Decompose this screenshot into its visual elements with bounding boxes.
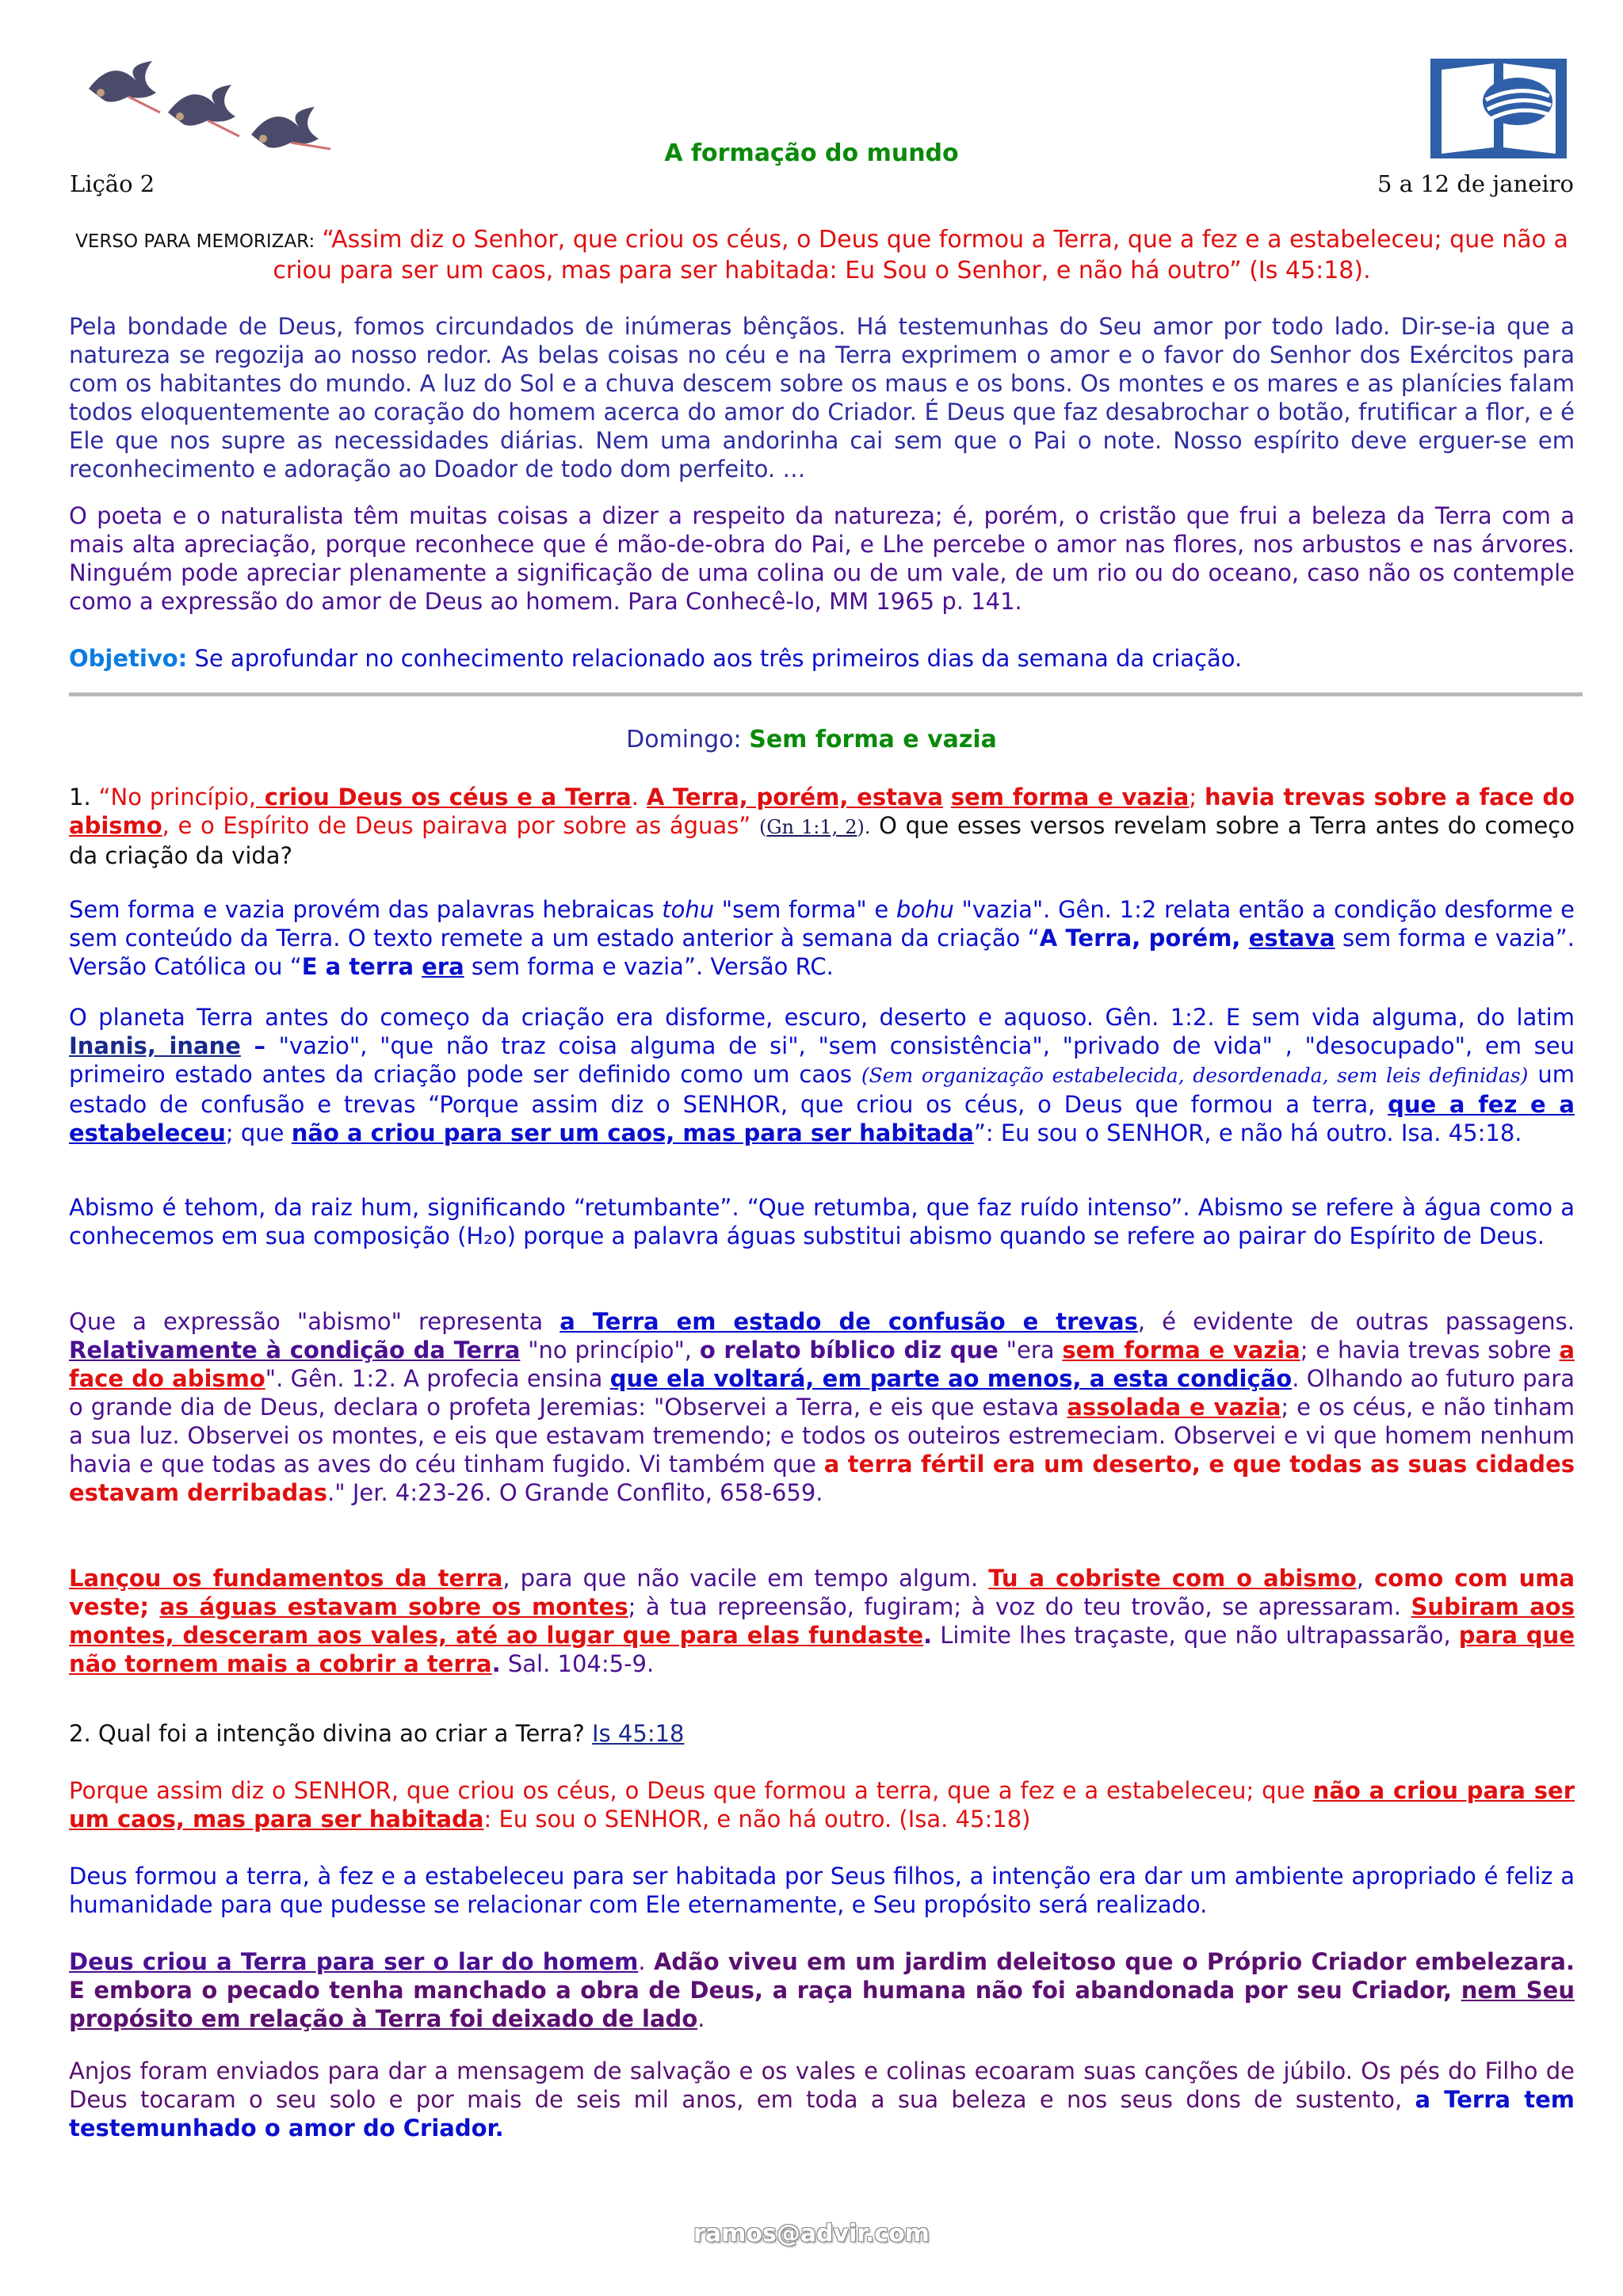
bird-icon — [168, 85, 239, 136]
section-day: Domingo: — [626, 726, 742, 753]
text-fragment: Limite lhes traçaste, que não ultrapassarão, — [932, 1622, 1459, 1649]
salmo-paragraph — [69, 1564, 1575, 1678]
text-fragment: ". Gên. 1:2. A profecia ensina — [265, 1365, 610, 1392]
anjos-paragraph — [69, 2057, 1575, 2142]
text-fragment: E a terra — [301, 953, 422, 980]
text-fragment: : Eu sou o SENHOR, e não há outro. (Isa. 45:18) — [483, 1806, 1031, 1833]
text-fragment: Que a expressão "abismo" representa — [69, 1308, 560, 1335]
text-fragment: . — [697, 2005, 705, 2032]
document-title: A formação do mundo — [664, 139, 959, 167]
text-fragment: Deus criou a Terra para ser o lar do homem — [69, 1948, 639, 1975]
text-fragment: que ela voltará, em parte ao menos, a esta condição — [609, 1365, 1293, 1392]
text-fragment: bohu — [896, 896, 954, 923]
planeta-paragraph — [69, 1003, 1575, 1147]
objective-text: Se aprofundar no conhecimento relacionado aos três primeiros dias da semana da criação. — [194, 645, 1243, 672]
verse-fragment: ; — [1189, 784, 1205, 810]
reference-paren: ( — [758, 816, 767, 838]
text-fragment: ; e havia trevas sobre — [1300, 1337, 1560, 1363]
text-fragment: Subiram aos montes, desceram aos vales, até ao lugar que para elas fundaste — [69, 1593, 1575, 1649]
text-fragment: como com uma veste; — [69, 1565, 1575, 1620]
text-fragment: o relato bíblico diz que — [699, 1337, 999, 1363]
text-fragment: A Terra, porém, — [1039, 925, 1249, 952]
text-fragment: a terra fértil era um deserto, e que todas as suas cidades estavam derribadas — [69, 1451, 1575, 1506]
formou-paragraph: Deus formou a terra, à fez e a estabeleceu para ser habitada por Seus filhos, a intenção era dar um ambiente apropriado é feliz a humanidade para que pudesse se relacionar com Ele eternamente, e Seu propósito será realizado. — [69, 1863, 1575, 1918]
text-fragment: , — [1356, 1565, 1375, 1592]
text-fragment: . Olhando ao futuro para o grande dia de Deus, declara o profeta Jeremias: "Observei a Terra, e eis que estava — [69, 1365, 1575, 1421]
verse-fragment: criou Deus os céus e a Terra — [256, 784, 632, 810]
section-heading — [0, 726, 1623, 754]
text-fragment: . — [491, 1650, 501, 1677]
text-fragment: "era — [998, 1337, 1063, 1363]
text-fragment: que a fez e a estabeleceu — [69, 1091, 1575, 1146]
reference-paren: ). — [857, 816, 871, 838]
text-fragment: Tu a cobriste com o abismo — [988, 1565, 1357, 1592]
text-fragment: as águas estavam sobre os montes — [159, 1593, 628, 1620]
text-fragment: não a criou para ser um caos, mas para ser habitada — [291, 1119, 974, 1146]
text-fragment: sem forma e vazia”. Versão Católica ou “ — [69, 925, 1575, 980]
text-fragment: (Sem organização estabelecida, desordenada, sem leis definidas) — [861, 1064, 1529, 1087]
verse-fragment — [943, 784, 951, 810]
text-fragment: ." Jer. 4:23-26. O Grande Conflito, 658-659. — [327, 1479, 823, 1506]
text-fragment: ; à tua repreensão, fugiram; à voz do teu trovão, se apressaram. — [628, 1593, 1411, 1620]
text-fragment: estava — [1248, 925, 1335, 952]
verse-fragment: , e o Espírito de Deus pairava por sobre as águas” — [162, 812, 759, 839]
text-fragment: Sal. 104:5-9. — [500, 1650, 655, 1677]
question-1 — [69, 783, 1575, 870]
expressao-paragraph — [69, 1307, 1575, 1507]
date-range: 5 a 12 de janeiro — [1377, 170, 1574, 197]
question-2 — [69, 1719, 1575, 1748]
isaiah-paragraph — [69, 1776, 1575, 1833]
text-fragment: para que não tornem mais a cobrir a terra — [69, 1622, 1575, 1677]
scripture-reference-link[interactable]: Gn 1:1, 2 — [766, 816, 857, 838]
question-number: 1. — [69, 784, 91, 810]
text-fragment: "vazio", "que não traz coisa alguma de si", "sem consistência", "privado de vida" , "desocupado", em seu primeiro estado antes da criação pode ser definido como um caos — [69, 1032, 1575, 1088]
text-fragment: ; que — [225, 1119, 292, 1146]
text-fragment: O planeta Terra antes do começo da criação era disforme, escuro, deserto e aquoso. Gên. 1:2. E sem vida alguma, do latim — [69, 1004, 1575, 1031]
verse-fragment: havia trevas sobre a face do — [1204, 784, 1575, 810]
text-fragment: um estado de confusão e trevas “Porque assim diz o SENHOR, que criou os céus, o Deus que formou a terra, — [69, 1061, 1575, 1118]
question-text: 2. Qual foi a intenção divina ao criar a Terra? — [69, 1720, 593, 1747]
verse-fragment: . — [631, 784, 647, 810]
section-divider — [69, 692, 1583, 696]
text-fragment: – — [240, 1032, 279, 1059]
text-fragment: Porque assim diz o SENHOR, que criou os céus, o Deus que formou a terra, que a fez e a estabeleceu; que — [69, 1777, 1313, 1804]
text-fragment: ; e os céus, e não tinham a sua luz. Observei os montes, e eis que estavam tremendo; e todos os outeiros estremeciam. Observei e vi que homem nenhum havia e que todas as aves do céu tinham fugido. Vi também que — [69, 1394, 1575, 1478]
objective-label: Objetivo: — [69, 645, 188, 672]
text-fragment: assolada e vazia — [1067, 1394, 1281, 1421]
text-fragment: "no princípio", — [520, 1337, 700, 1363]
verse-fragment: abismo — [69, 812, 162, 839]
memory-verse — [69, 225, 1575, 285]
text-fragment: Relativamente à condição da Terra — [69, 1337, 521, 1363]
text-fragment: . — [638, 1948, 654, 1975]
scripture-reference-link[interactable]: Is 45:18 — [592, 1720, 685, 1747]
text-fragment: Anjos foram enviados para dar a mensagem de salvação e os vales e colinas ecoaram suas canções de júbilo. Os pés do Filho de Deus tocaram o seu solo e por mais de seis mil anos, em toda a sua beleza e nos seus dons de sustento, — [69, 2058, 1575, 2113]
text-fragment: ”: Eu sou o SENHOR, e não há outro. Isa. 45:18. — [973, 1119, 1522, 1146]
text-fragment: Adão viveu em um jardim deleitoso que o Próprio Criador embelezara. E embora o pecado tenha manchado a obra de Deus, a raça humana não foi abandonada por seu Criador, — [69, 1948, 1575, 2004]
text-fragment: Lançou os fundamentos da terra — [69, 1565, 503, 1592]
text-fragment: tohu — [662, 896, 715, 923]
lesson-number: Lição 2 — [70, 170, 155, 197]
text-fragment: a face do abismo — [69, 1337, 1575, 1392]
text-fragment: a Terra tem testemunhado o amor do Criador. — [69, 2086, 1575, 2142]
text-fragment: não a criou para ser um caos, mas para ser habitada — [69, 1777, 1575, 1833]
text-fragment: . — [923, 1622, 933, 1649]
text-fragment: "sem forma" e — [714, 896, 896, 923]
abismo-paragraph: Abismo é tehom, da raiz hum, significando “retumbante”. “Que retumba, que faz ruído intenso”. Abismo se refere à água como a conhecemos em sua composição (H₂o) porque a palavra águas substitui abismo quando se refere ao pairar do Espírito de Deus. — [69, 1194, 1575, 1249]
question-text: O que esses versos revelam sobre a Terra antes do começo da criação da vida? — [69, 812, 1575, 869]
section-title: Sem forma e vazia — [749, 726, 997, 753]
verse-fragment: A Terra, porém, estava — [646, 784, 943, 810]
intro-paragraph-1: Pela bondade de Deus, fomos circundados de inúmeras bênçãos. Há testemunhas do Seu amor por todo lado. Dir-se-ia que a natureza se regozija ao nosso redor. As belas coisas no céu e na Terra exprimem o amor e o favor do Senhor dos Exércitos para com os habitantes do mundo. A luz do Sol e a chuva descem sobre os maus e os bons. Os montes e os mares e as planícies falam todos eloquentemente ao coração do homem acerca do amor do Criador. É Deus que faz desabrochar o botão, frutificar a flor, e é Ele que nos supre as necessidades diárias. Nem uma andorinha cai sem que o Pai o note. Nosso espírito deve erguer-se em reconhecimento e adoração ao Doador de todo dom perfeito. … — [69, 313, 1575, 482]
text-fragment: nem Seu propósito em relação à Terra foi deixado de lado — [69, 1977, 1575, 2032]
text-fragment: era — [422, 953, 464, 980]
verse-fragment: sem forma e vazia — [950, 784, 1190, 810]
text-fragment: sem forma e vazia”. Versão RC. — [464, 953, 834, 980]
text-fragment: "vazia". Gên. 1:2 relata então a condição desforme e sem conteúdo da Terra. O texto remete a um estado anterior à semana da criação “ — [69, 896, 1575, 952]
text-fragment: , é evidente de outras passagens. — [1137, 1308, 1575, 1335]
objective — [69, 644, 1575, 673]
text-fragment: sem forma e vazia — [1062, 1337, 1300, 1363]
lar-paragraph — [69, 1947, 1575, 2033]
memory-verse-label: VERSO PARA MEMORIZAR: — [75, 231, 315, 252]
text-fragment: a Terra em estado de confusão e trevas — [559, 1308, 1138, 1335]
footer-email: ramos@advir.com — [693, 2220, 930, 2248]
text-fragment: Inanis, inane — [69, 1032, 241, 1059]
text-fragment: , para que não vacile em tempo algum. — [502, 1565, 989, 1592]
verse-fragment: “No princípio, — [98, 784, 257, 810]
text-fragment: Sem forma e vazia provém das palavras hebraicas — [69, 896, 663, 923]
tohu-paragraph — [69, 895, 1575, 981]
intro-paragraph-2: O poeta e o naturalista têm muitas coisas a dizer a respeito da natureza; é, porém, o cristão que frui a beleza da Terra com a mais alta apreciação, porque reconhece que é mão-de-obra do Pai, e Lhe percebe o amor nas flores, nos arbustos e nas árvores. Ninguém pode apreciar plenamente a significação de uma colina ou de um vale, de um rio ou do oceano, caso não os contemple como a expressão do amor de Deus ao homem. Para Conhecê-lo, MM 1965 p. 141. — [69, 502, 1575, 615]
bird-icon — [89, 61, 160, 113]
memory-verse-text: “Assim diz o Senhor, que criou os céus, o Deus que formou a Terra, que a fez e a estabeleceu; que não a criou para ser um caos, mas para ser habitada: Eu Sou o Senhor, e não há outro” (Is 45:18). — [273, 226, 1568, 284]
